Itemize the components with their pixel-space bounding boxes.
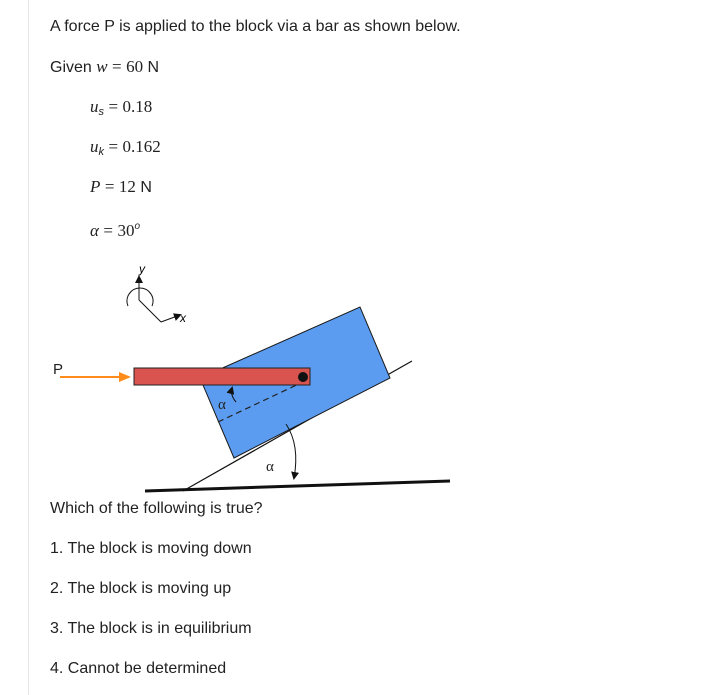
x-axis-line	[139, 300, 161, 322]
option-1[interactable]: 1. The block is moving down	[50, 540, 252, 557]
weight-value: 60	[126, 57, 144, 76]
alpha-degree: o	[134, 221, 140, 232]
given-lead: Given	[50, 59, 92, 76]
equals-sign: =	[108, 137, 119, 156]
equals-sign: =	[103, 221, 113, 240]
question-text: Which of the following is true?	[50, 500, 263, 517]
equals-sign: =	[104, 177, 115, 196]
us-subscript: s	[98, 106, 104, 118]
rotation-arc	[127, 288, 153, 306]
us-value: 0.18	[122, 97, 153, 116]
angle-label-upper: α	[218, 397, 226, 413]
option-4[interactable]: 4. Cannot be determined	[50, 660, 227, 677]
pin-joint	[298, 372, 308, 382]
axes-icon	[127, 262, 187, 325]
equals-sign: =	[108, 97, 119, 116]
axis-y-label: y	[139, 262, 145, 276]
uk-symbol: u	[90, 137, 99, 156]
force-label: P	[53, 361, 64, 378]
us-symbol: u	[90, 97, 99, 116]
alpha-value: 30	[117, 221, 135, 240]
option-2[interactable]: 2. The block is moving up	[50, 580, 232, 597]
bar	[134, 368, 310, 385]
option-3[interactable]: 3. The block is in equilibrium	[50, 620, 252, 637]
equals-sign: =	[112, 57, 122, 76]
p-value: 12	[118, 177, 136, 196]
uk-value: 0.162	[122, 137, 161, 156]
angle-label-incline: α	[266, 459, 274, 475]
alpha-symbol: α	[90, 221, 99, 240]
weight-unit: N	[147, 59, 160, 76]
weight-symbol: w	[96, 57, 108, 76]
uk-subscript: k	[98, 146, 104, 158]
p-symbol: P	[90, 177, 101, 196]
p-unit: N	[140, 179, 152, 196]
problem-intro: A force P is applied to the block via a bar as shown below.	[50, 18, 461, 35]
axis-x-label: x	[180, 311, 186, 325]
x-axis-arrow	[161, 315, 180, 322]
